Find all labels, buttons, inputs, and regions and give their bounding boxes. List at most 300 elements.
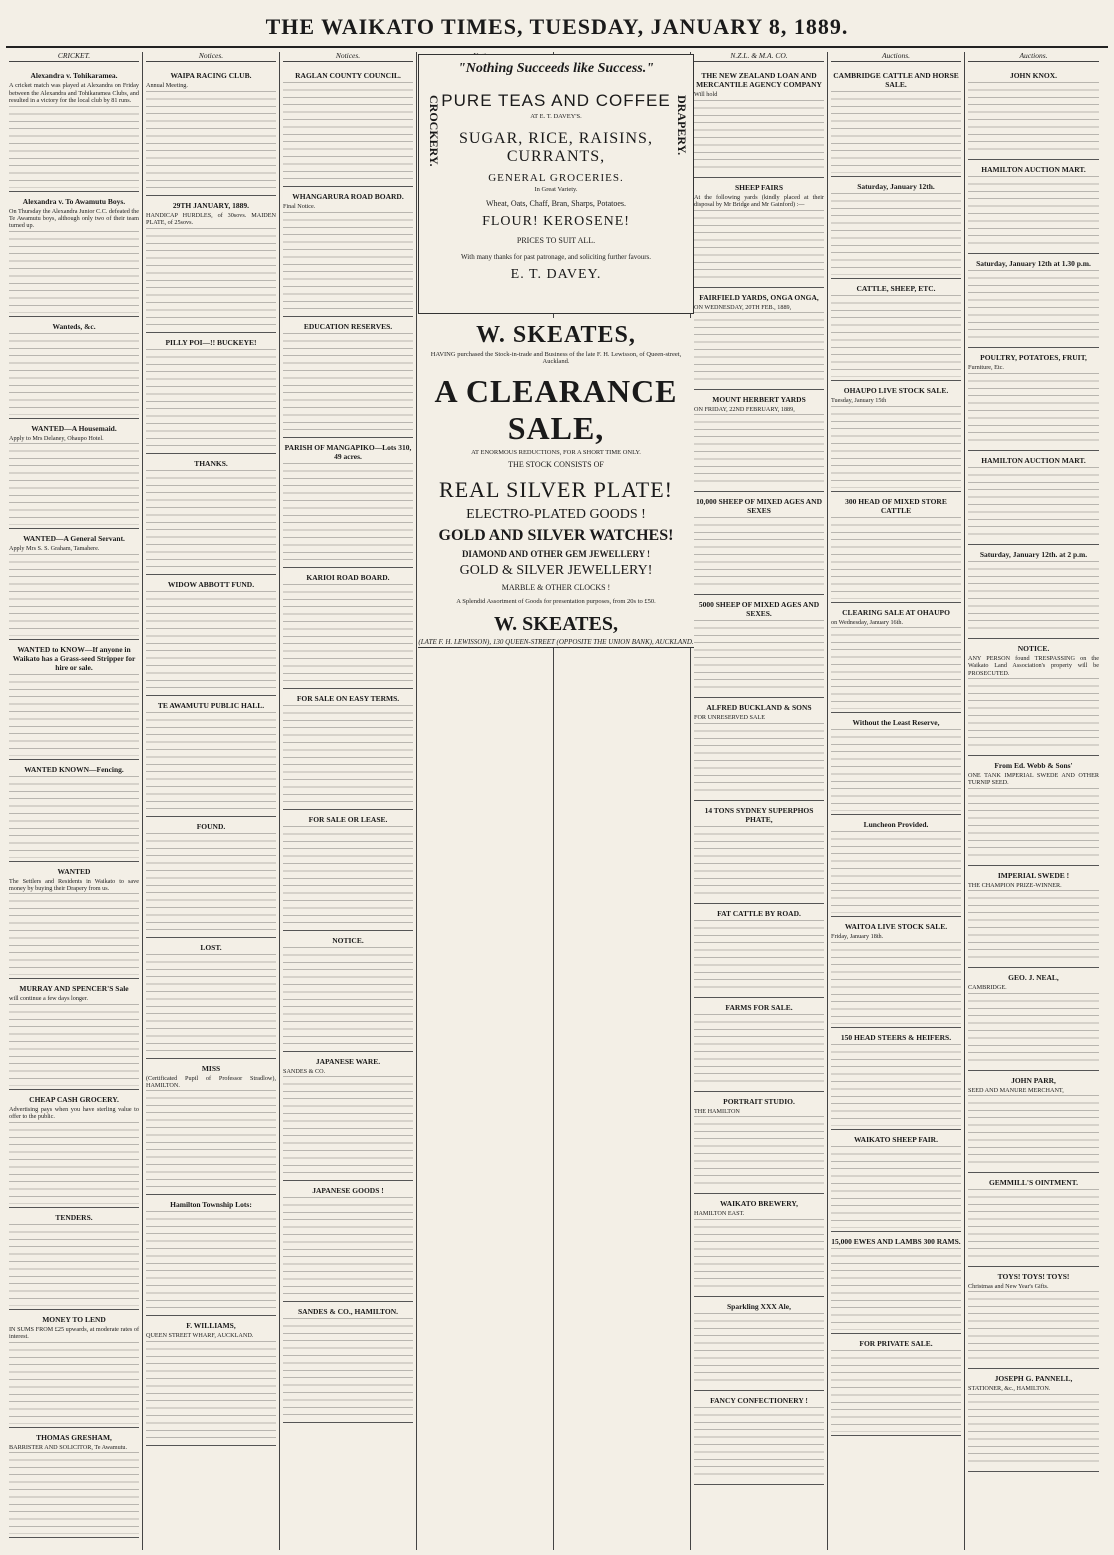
advertisement [146, 575, 276, 696]
thanks-line: With many thanks for past patronage, and soliciting further favours. [460, 253, 652, 261]
column-heading: Notices. [283, 52, 413, 62]
ad-text-block [831, 831, 961, 913]
ad-title: 29TH JANUARY, 1889. [172, 200, 250, 210]
ad-body: CAMBRIDGE. [968, 984, 1007, 992]
ad-title: WANTED KNOWN—Fencing. [24, 764, 124, 774]
ad-title: WANTED—A General Servant. [23, 534, 125, 544]
ad-text-block [694, 1407, 824, 1481]
ad-text-block [283, 1318, 413, 1419]
advertisement [968, 545, 1099, 639]
ad-title: Sparkling XXX Ale, [727, 1301, 791, 1311]
ad-text-block [831, 729, 961, 811]
ad-title: HAMILTON AUCTION MART. [981, 455, 1086, 465]
advertisement [9, 862, 139, 980]
ad-text-block [694, 920, 824, 994]
reductions-line: AT ENORMOUS REDUCTIONS, FOR A SHORT TIME ONLY. [471, 449, 641, 456]
ad-body: ONE TANK IMPERIAL SWEDE AND OTHER TURNIP SEED. [968, 772, 1099, 787]
ad-body: Apply Mrs S. S. Graham, Tamahere. [9, 545, 100, 553]
advertisement [968, 160, 1099, 254]
column-heading: Notices. [146, 52, 276, 62]
ad-body: on Wednesday, January 16th. [831, 618, 904, 626]
ad-title: WAIPA RACING CLUB. [170, 71, 252, 81]
stock-line: THE STOCK CONSISTS OF [508, 460, 604, 469]
ad-text-block [146, 833, 276, 934]
advertisement [694, 904, 824, 998]
ad-title: CATTLE, SHEEP, ETC. [856, 284, 936, 294]
ad-text-block [283, 826, 413, 927]
column-3 [280, 52, 417, 1550]
ad-body: HAMILTON EAST. [694, 1210, 745, 1218]
ad-body: Furniture, Etc. [968, 364, 1004, 372]
ad-text-block [146, 954, 276, 1055]
ad-title: 150 HEAD STEERS & HEIFERS. [840, 1032, 952, 1042]
ad-title: FOUND. [196, 821, 226, 831]
advertisement [694, 492, 824, 595]
advertisement [146, 1059, 276, 1196]
ad-title: CHEAP CASH GROCERY. [29, 1094, 119, 1104]
flour-line: FLOUR! KEROSENE! [482, 214, 630, 229]
feed-line: Wheat, Oats, Chaff, Bran, Sharps, Potatoes. [485, 199, 627, 208]
advertisement [694, 1391, 824, 1485]
ad-title: SHEEP FAIRS [735, 182, 783, 192]
ad-text-block [694, 100, 824, 174]
electro-plated-line: ELECTRO-PLATED GOODS ! [466, 507, 646, 522]
advertisement [968, 1267, 1099, 1369]
advertisement [968, 348, 1099, 450]
advertisement [146, 817, 276, 938]
ad-title: TOYS! TOYS! TOYS! [997, 1272, 1070, 1282]
ad-text-block [283, 463, 413, 564]
advertisement [694, 698, 824, 800]
advertisement [968, 254, 1099, 348]
ad-title: CLEARING SALE AT OHAUPO [842, 607, 950, 617]
ad-text-block [694, 312, 824, 386]
davey-feature-ad [418, 54, 694, 314]
ad-text-block [283, 82, 413, 183]
ad-title: Saturday, January 12th. [857, 182, 935, 192]
ad-text-block [283, 584, 413, 685]
ad-body: ANY PERSON found TRESPASSING on the Waikato Land Association's property will be PROSECUTED. [968, 654, 1099, 677]
advertisement [9, 1090, 139, 1208]
advertisement [9, 979, 139, 1089]
advertisement [146, 196, 276, 333]
ad-text-block [694, 517, 824, 591]
ad-title: GEO. J. NEAL, [1008, 973, 1059, 983]
ad-body: Christmas and New Year's Gifts. [968, 1283, 1049, 1291]
ad-title: FAT CATTLE BY ROAD. [717, 908, 801, 918]
feature-headline: "Nothing Succeeds like Success." [458, 61, 654, 76]
ad-text-block [831, 1350, 961, 1432]
ad-text-block [831, 295, 961, 377]
ad-text-block [694, 620, 824, 694]
advertisement [9, 1310, 139, 1428]
ad-title: THANKS. [194, 458, 228, 468]
ad-body: STATIONER, &c., HAMILTON. [968, 1385, 1051, 1393]
ad-body: (Certificated Pupil of Professor Stradlow), HAMILTON. [146, 1074, 276, 1090]
ad-title: TENDERS. [55, 1212, 93, 1222]
advertisement [694, 595, 824, 698]
ad-title: FOR SALE OR LEASE. [308, 814, 388, 824]
advertisement [968, 451, 1099, 545]
ad-title: 300 HEAD OF MIXED STORE CATTLE [845, 496, 947, 515]
advertisement [9, 640, 139, 760]
ad-text-block [146, 1211, 276, 1312]
advertisement [283, 1052, 413, 1181]
groceries-line-3: In Great Variety. [534, 186, 578, 193]
ad-title: MOUNT HERBERT YARDS [712, 395, 806, 405]
column-heading: Auctions. [831, 52, 961, 62]
advertisement [968, 1173, 1099, 1267]
ad-title: ALFRED BUCKLAND & SONS [706, 703, 812, 713]
advertisement [146, 333, 276, 454]
ad-title: WANTED [57, 866, 91, 876]
ad-title: JAPANESE GOODS ! [312, 1186, 384, 1196]
ad-title: WANTED to KNOW—If anyone in Waikato has a Grass-seed Stripper for hire or sale. [12, 644, 136, 672]
advertisement [694, 1297, 824, 1391]
masthead-rule [6, 46, 1108, 48]
advertisement [968, 66, 1099, 160]
column-6 [691, 52, 828, 1550]
ad-title: CAMBRIDGE CATTLE AND HORSE SALE. [833, 71, 959, 90]
drapery-side-label: DRAPERY. [675, 95, 689, 156]
ad-body: Advertising pays when you have sterling value to offer to the public. [9, 1105, 139, 1121]
ad-body: At the following yards (kindly placed at their disposal by Mr Bridge and Mr Gainford) :— [694, 193, 824, 209]
skeates-address: (LATE F. H. LEWISSON), 130 QUEEN-STREET (OPPOSITE THE UNION BANK), AUCKLAND. [418, 638, 694, 646]
skeates-name-2: W. SKEATES, [494, 613, 618, 635]
ad-title: JOSEPH G. PANNELL, [994, 1374, 1073, 1384]
ad-text-block [968, 176, 1099, 250]
advertisement [146, 696, 276, 817]
ad-text-block [283, 212, 413, 313]
ad-body: ON WEDNESDAY, 20TH FEB., 1889, [694, 303, 792, 311]
advertisement [694, 1194, 824, 1296]
ad-text-block [831, 1146, 961, 1228]
ad-text-block [283, 333, 413, 434]
ad-title: FOR SALE ON EASY TERMS. [296, 693, 400, 703]
ad-title: 10,000 SHEEP OF MIXED AGES AND SEXES [696, 497, 822, 516]
ad-text-block [694, 1116, 824, 1190]
advertisement [831, 1232, 961, 1334]
advertisement [146, 454, 276, 575]
ad-body: will continue a few days longer. [9, 995, 89, 1003]
ad-text-block [968, 1189, 1099, 1263]
ad-title: 5000 SHEEP OF MIXED AGES AND SEXES. [698, 600, 820, 619]
advertisement [831, 177, 961, 279]
ad-body: HANDICAP HURDLES, of 30sovs. MAIDEN PLATE, of 25sovs. [146, 211, 276, 227]
advertisement [831, 815, 961, 917]
ad-text-block [831, 91, 961, 173]
crockery-side-label: CROCKERY. [427, 95, 441, 167]
ad-body: Tuesday, January 15th [831, 397, 887, 405]
ad-title: WAITOA LIVE STOCK SALE. [844, 922, 948, 932]
ad-title: Alexandra v. Tohikaramea. [30, 71, 118, 81]
advertisement [968, 866, 1099, 968]
ad-text-block [9, 231, 139, 313]
ad-title: RAGLAN COUNTY COUNCIL. [295, 71, 401, 81]
ad-body: On Thursday the Alexandra Junior C.C. defeated the Te Awamutu boys, although only two of their team turned up. [9, 207, 139, 230]
ad-text-block [968, 561, 1099, 635]
ad-title: FARMS FOR SALE. [725, 1002, 793, 1012]
advertisement [283, 931, 413, 1052]
ad-body: Will hold [694, 91, 718, 99]
ad-text-block [9, 333, 139, 415]
teas-sub: AT E. T. DAVEY'S. [530, 113, 582, 120]
ad-title: MURRAY AND SPENCER'S Sale [19, 984, 129, 994]
ad-body: FOR UNRESERVED SALE [694, 714, 766, 722]
ad-text-block [968, 1394, 1099, 1468]
ad-text-block [9, 1122, 139, 1204]
ad-text-block [968, 1095, 1099, 1169]
ad-text-block [283, 947, 413, 1048]
advertisement [283, 810, 413, 931]
advertisement [694, 178, 824, 288]
ad-title: THOMAS GRESHAM, [36, 1432, 112, 1442]
ad-title: Alexandra v. To Awamutu Boys. [22, 196, 126, 206]
ad-title: NOTICE. [332, 935, 364, 945]
advertisement [694, 998, 824, 1092]
ad-body: The Settlers and Residents in Waikato to save money by buying their Drapery from us. [9, 877, 139, 893]
ad-title: TE AWAMUTU PUBLIC HALL. [157, 700, 265, 710]
ad-text-block [146, 1341, 276, 1442]
advertisement [283, 689, 413, 810]
masthead [0, 0, 1114, 40]
ad-body: SEED AND MANURE MERCHANT, [968, 1086, 1064, 1094]
column-heading: Auctions. [968, 52, 1099, 62]
ad-title: WANTED—A Housemaid. [31, 423, 117, 433]
ad-text-block [968, 270, 1099, 344]
ad-text-block [9, 1452, 139, 1534]
prices-line: PRICES TO SUIT ALL. [516, 236, 596, 245]
ad-title: PILLY POI—!! BUCKEYE! [165, 337, 257, 347]
ad-text-block [694, 1014, 824, 1088]
ad-title: WHANGARURA ROAD BOARD. [292, 192, 404, 202]
ad-text-block [9, 1224, 139, 1306]
ad-title: THE NEW ZEALAND LOAN AND MERCANTILE AGENCY COMPANY [696, 71, 822, 90]
gem-jewellery-line: DIAMOND AND OTHER GEM JEWELLERY ! [461, 549, 651, 559]
advertisement [694, 288, 824, 390]
advertisement [283, 568, 413, 689]
ad-title: From Ed. Webb & Sons' [994, 761, 1073, 771]
ad-title: NOTICE. [1017, 643, 1050, 653]
column-2 [143, 52, 280, 1550]
ad-title: Hamilton Township Lots: [170, 1200, 252, 1210]
advertisement [283, 317, 413, 438]
ad-text-block [831, 193, 961, 275]
ad-text-block [694, 1219, 824, 1293]
ad-text-block [9, 1342, 139, 1424]
ad-body: Apply to Mrs Delaney, Ohaupo Hotel. [9, 434, 104, 442]
ad-text-block [968, 993, 1099, 1067]
ad-title: JOHN KNOX. [1009, 71, 1058, 81]
ad-text-block [146, 349, 276, 450]
ad-title: EDUCATION RESERVES. [303, 321, 393, 331]
ad-body: Friday, January 18th. [831, 933, 884, 941]
advertisement [831, 381, 961, 491]
advertisement [831, 603, 961, 713]
ad-title: FOR PRIVATE SALE. [859, 1338, 933, 1348]
ad-text-block [831, 517, 961, 599]
ad-text-block [146, 91, 276, 192]
ad-text-block [146, 470, 276, 571]
ad-text-block [146, 1090, 276, 1191]
ad-body: QUEEN STREET WHARF, AUCKLAND. [146, 1332, 254, 1340]
advertisement [831, 279, 961, 381]
ad-text-block [694, 1313, 824, 1387]
ad-text-block [146, 591, 276, 692]
ad-title: FANCY CONFECTIONERY ! [710, 1395, 808, 1405]
column-heading: CRICKET. [9, 52, 139, 62]
ad-body: BARRISTER AND SOLICITOR, Te Awamutu. [9, 1443, 128, 1451]
ad-text-block [831, 627, 961, 709]
ad-title: Saturday, January 12th at 1.30 p.m. [976, 259, 1091, 269]
advertisement [9, 317, 139, 419]
ad-text-block [968, 1291, 1099, 1365]
skeates-name: W. SKEATES, [476, 322, 636, 348]
ad-title: 15,000 EWES AND LAMBS 300 RAMS. [831, 1236, 961, 1246]
ad-title: KARIOI ROAD BOARD. [306, 572, 390, 582]
ad-body: Final Notice. [283, 203, 316, 211]
ad-body: SANDES & CO. [283, 1067, 326, 1075]
silver-plate-line: REAL SILVER PLATE! [439, 477, 673, 502]
ad-body: ON FRIDAY, 22ND FEBRUARY, 1889, [694, 406, 795, 414]
advertisement [9, 529, 139, 639]
advertisement [694, 801, 824, 904]
presents-line: A Splendid Assortment of Goods for presentation purposes, from 20s to £50. [456, 598, 656, 605]
ad-title: HAMILTON AUCTION MART. [981, 165, 1086, 175]
groceries-line-2: GENERAL GROCERIES. [488, 172, 624, 184]
skeates-ad [418, 318, 694, 648]
marble-clocks-line: MARBLE & OTHER CLOCKS ! [501, 583, 611, 592]
clearance-sale-heading: A CLEARANCE SALE, [434, 373, 678, 446]
ad-text-block [9, 674, 139, 756]
ad-text-block [283, 705, 413, 806]
pure-teas-heading: PURE TEAS AND COFFEE [441, 91, 671, 110]
ad-title: Luncheon Provided. [863, 820, 929, 830]
ad-text-block [146, 228, 276, 329]
davey-signature: E. T. DAVEY. [510, 267, 602, 282]
column-8 [965, 52, 1102, 1550]
ad-title: PORTRAIT STUDIO. [723, 1096, 795, 1106]
ad-title: POULTRY, POTATOES, FRUIT, [980, 353, 1087, 363]
ad-title: MONEY TO LEND [42, 1314, 106, 1324]
advertisement [968, 968, 1099, 1070]
ad-title: JAPANESE WARE. [315, 1056, 381, 1066]
advertisement [831, 1130, 961, 1232]
ad-text-block [831, 942, 961, 1024]
advertisement [831, 917, 961, 1027]
ad-text-block [694, 723, 824, 797]
advertisement [968, 1369, 1099, 1471]
advertisement [283, 187, 413, 316]
newspaper-title: THE WAIKATO TIMES, TUESDAY, JANUARY 8, 1889. [265, 14, 849, 39]
advertisement [9, 419, 139, 529]
ad-title: F. WILLIAMS, [186, 1321, 236, 1331]
ad-title: FAIRFIELD YARDS, ONGA ONGA, [699, 292, 819, 302]
ad-title: IMPERIAL SWEDE ! [997, 870, 1070, 880]
ad-body: THE HAMILTON [694, 1107, 740, 1115]
advertisement [694, 1092, 824, 1194]
advertisement [9, 1208, 139, 1310]
advertisement [831, 1028, 961, 1130]
advertisement [968, 639, 1099, 756]
ad-title: MISS [201, 1063, 221, 1073]
ad-text-block [968, 678, 1099, 752]
ad-text-block [831, 406, 961, 488]
advertisement [968, 756, 1099, 866]
gold-silver-jewellery-line: GOLD & SILVER JEWELLERY! [459, 563, 653, 578]
advertisement [694, 66, 824, 177]
advertisement [831, 1334, 961, 1436]
ad-title: WAIKATO BREWERY, [720, 1199, 798, 1209]
advertisement [968, 1071, 1099, 1173]
ad-text-block [283, 1197, 413, 1298]
ad-text-block [968, 82, 1099, 156]
advertisement [9, 1428, 139, 1538]
ad-text-block [831, 1044, 961, 1126]
ad-title: LOST. [200, 942, 222, 952]
ad-text-block [694, 826, 824, 900]
ad-title: 14 TONS SYDNEY SUPERPHOS PHATE, [704, 805, 814, 824]
column-1 [6, 52, 143, 1550]
ad-title: OHAUPO LIVE STOCK SALE. [843, 386, 949, 396]
ad-body: Annual Meeting. [146, 82, 188, 90]
advertisement [694, 390, 824, 492]
ad-text-block [9, 106, 139, 188]
ad-text-block [968, 890, 1099, 964]
groceries-line-1: SUGAR, RICE, RAISINS, CURRANTS, [459, 130, 653, 165]
ad-text-block [694, 414, 824, 488]
advertisement [146, 938, 276, 1059]
advertisement [9, 66, 139, 191]
ad-text-block [9, 776, 139, 858]
ad-title: GEMMILL'S OINTMENT. [988, 1178, 1079, 1188]
ad-text-block [283, 1076, 413, 1177]
ad-body: A cricket match was played at Alexandra on Friday between the Alexandra and Tohikaramea Clubs, and resulted in a victory for the local club by 81 runs. [9, 82, 139, 105]
ad-text-block [968, 373, 1099, 447]
advertisement [831, 66, 961, 177]
advertisement [283, 1181, 413, 1302]
column-7 [828, 52, 965, 1550]
ad-title: PARISH OF MANGAPIKO—Lots 310, 49 acres. [284, 442, 412, 461]
advertisement [146, 66, 276, 195]
column-heading: N.Z.L. & M.A. CO. [694, 52, 824, 62]
ad-title: Wanteds, &c. [52, 321, 96, 331]
advertisement [146, 1316, 276, 1445]
ad-title: WAIKATO SHEEP FAIR. [854, 1134, 938, 1144]
ad-body: THE CHAMPION PRIZE-WINNER. [968, 881, 1062, 889]
advertisement [146, 1195, 276, 1316]
ad-title: Saturday, January 12th. at 2 p.m. [979, 549, 1088, 559]
ad-text-block [9, 1004, 139, 1086]
ad-text-block [146, 712, 276, 813]
ad-text-block [9, 554, 139, 636]
ad-text-block [694, 210, 824, 284]
ad-title: SANDES & CO., HAMILTON. [297, 1307, 399, 1317]
advertisement [9, 192, 139, 317]
advertisement [283, 66, 413, 187]
advertisement [831, 492, 961, 603]
advertisement [283, 438, 413, 568]
ad-text-block [968, 467, 1099, 541]
advertisement [831, 713, 961, 815]
ad-title: Without the Least Reserve, [852, 718, 940, 728]
ad-text-block [831, 1248, 961, 1330]
watches-line: GOLD AND SILVER WATCHES! [438, 527, 674, 544]
ad-text-block [968, 788, 1099, 862]
ad-body: IN SUMS FROM £25 upwards, at moderate rates of interest. [9, 1325, 139, 1341]
ad-text-block [9, 443, 139, 525]
advertisement [9, 760, 139, 862]
